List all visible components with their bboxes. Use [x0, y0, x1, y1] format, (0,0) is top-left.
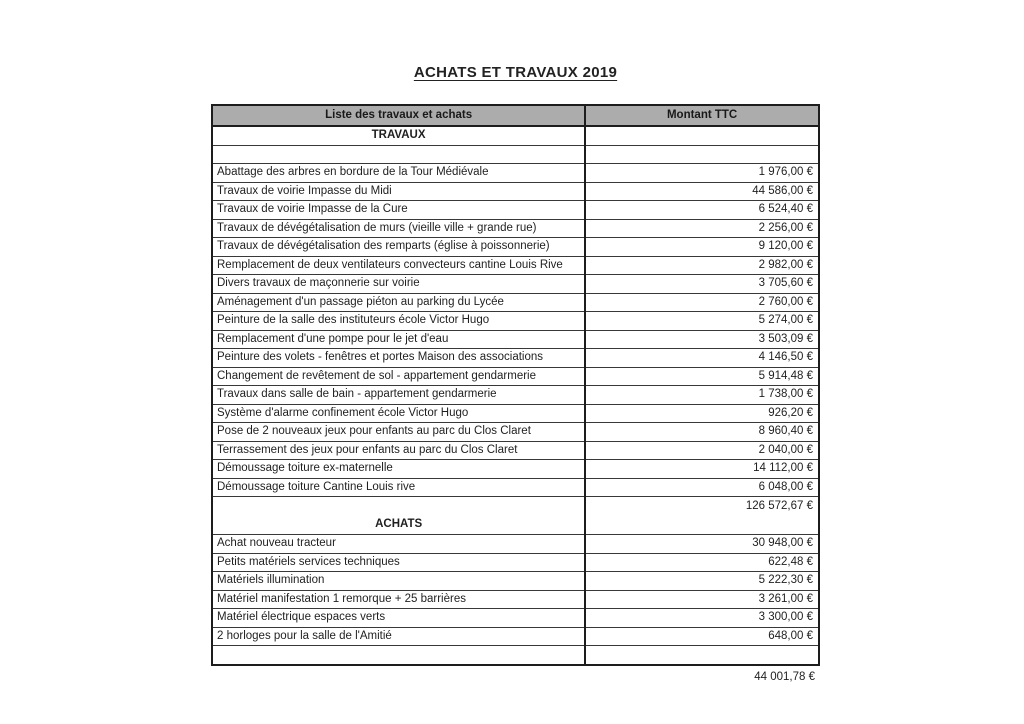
row-label-cell: Achat nouveau tracteur	[212, 535, 585, 554]
row-amount-cell: 5 222,30 €	[585, 572, 819, 591]
table-row	[212, 312, 819, 331]
grand-total: 44 001,78 €	[754, 670, 815, 683]
row-label-cell: Système d'alarme confinement école Victor Hugo	[212, 404, 585, 423]
page-title: ACHATS ET TRAVAUX 2019	[413, 64, 618, 81]
table-row	[212, 256, 819, 275]
row-amount-cell: 648,00 €	[585, 627, 819, 646]
row-label-cell: Terrassement des jeux pour enfants au parc du Clos Claret	[212, 441, 585, 460]
table-row	[212, 367, 819, 386]
row-amount-cell: 6 524,40 €	[585, 201, 819, 220]
row-label-cell: Travaux de dévégétalisation des remparts (église à poissonnerie)	[212, 238, 585, 257]
row-label-cell	[212, 145, 585, 164]
table-row	[212, 478, 819, 497]
row-label-cell: Démoussage toiture ex-maternelle	[212, 460, 585, 479]
row-amount-cell: 44 586,00 €	[585, 182, 819, 201]
row-label-cell: Matériel électrique espaces verts	[212, 609, 585, 628]
row-label-cell: TRAVAUX	[212, 126, 585, 145]
table-row	[212, 590, 819, 609]
row-amount-cell: 30 948,00 €	[585, 535, 819, 554]
row-label-cell: 2 horloges pour la salle de l'Amitié	[212, 627, 585, 646]
table-row	[212, 182, 819, 201]
table-row	[212, 386, 819, 405]
table-header-row	[212, 105, 819, 126]
row-amount-cell: 5 914,48 €	[585, 367, 819, 386]
row-amount-cell: 1 976,00 €	[585, 164, 819, 183]
row-label-cell: Peinture de la salle des instituteurs école Victor Hugo	[212, 312, 585, 331]
row-amount-cell: 126 572,67 €	[585, 497, 819, 535]
table-row	[212, 201, 819, 220]
row-label-cell: Matériels illumination	[212, 572, 585, 591]
achats-travaux-table	[211, 104, 820, 666]
row-label-cell: Matériel manifestation 1 remorque + 25 barrières	[212, 590, 585, 609]
row-amount-cell: 1 738,00 €	[585, 386, 819, 405]
row-amount-cell: 4 146,50 €	[585, 349, 819, 368]
row-label-cell: ACHATS	[212, 497, 585, 535]
row-amount-cell: 14 112,00 €	[585, 460, 819, 479]
row-label-cell: Changement de revêtement de sol - appartement gendarmerie	[212, 367, 585, 386]
row-amount-cell: 6 048,00 €	[585, 478, 819, 497]
table-row	[212, 609, 819, 628]
row-amount-cell: 3 503,09 €	[585, 330, 819, 349]
table-row	[212, 627, 819, 646]
subtotal-section-row	[212, 497, 819, 535]
row-amount-cell: 2 982,00 €	[585, 256, 819, 275]
row-amount-cell: 2 760,00 €	[585, 293, 819, 312]
row-amount-cell: 3 261,00 €	[585, 590, 819, 609]
row-amount-cell: 926,20 €	[585, 404, 819, 423]
table-row	[212, 219, 819, 238]
row-amount-cell: 5 274,00 €	[585, 312, 819, 331]
row-amount-cell: 8 960,40 €	[585, 423, 819, 442]
row-label-cell: Aménagement d'un passage piéton au parking du Lycée	[212, 293, 585, 312]
column-header-liste: Liste des travaux et achats	[212, 105, 585, 126]
table-row	[212, 164, 819, 183]
row-label-cell: Travaux de voirie Impasse du Midi	[212, 182, 585, 201]
row-amount-cell: 3 705,60 €	[585, 275, 819, 294]
table-body	[212, 126, 819, 665]
table-row	[212, 238, 819, 257]
table-row	[212, 423, 819, 442]
row-label-cell: Remplacement d'une pompe pour le jet d'eau	[212, 330, 585, 349]
table-row	[212, 572, 819, 591]
table-row	[212, 349, 819, 368]
row-label-cell: Travaux de voirie Impasse de la Cure	[212, 201, 585, 220]
row-label-cell: Travaux dans salle de bain - appartement gendarmerie	[212, 386, 585, 405]
table-row	[212, 553, 819, 572]
blank-row	[212, 145, 819, 164]
row-label-cell	[212, 646, 585, 665]
row-label-cell: Pose de 2 nouveaux jeux pour enfants au parc du Clos Claret	[212, 423, 585, 442]
row-amount-cell	[585, 126, 819, 145]
table-row	[212, 404, 819, 423]
table-row	[212, 275, 819, 294]
row-amount-cell: 2 256,00 €	[585, 219, 819, 238]
row-label-cell: Travaux de dévégétalisation de murs (vieille ville + grande rue)	[212, 219, 585, 238]
column-header-montant: Montant TTC	[585, 105, 819, 126]
table-row	[212, 441, 819, 460]
row-amount-cell	[585, 145, 819, 164]
row-label-cell: Peinture des volets - fenêtres et portes Maison des associations	[212, 349, 585, 368]
row-amount-cell: 622,48 €	[585, 553, 819, 572]
table-row	[212, 535, 819, 554]
row-label-cell: Divers travaux de maçonnerie sur voirie	[212, 275, 585, 294]
blank-row	[212, 646, 819, 665]
section-header-row	[212, 126, 819, 145]
row-amount-cell: 3 300,00 €	[585, 609, 819, 628]
row-label-cell: Remplacement de deux ventilateurs convecteurs cantine Louis Rive	[212, 256, 585, 275]
row-label-cell: Abattage des arbres en bordure de la Tour Médiévale	[212, 164, 585, 183]
table-row	[212, 330, 819, 349]
table-row	[212, 460, 819, 479]
row-label-cell: Démoussage toiture Cantine Louis rive	[212, 478, 585, 497]
table-row	[212, 293, 819, 312]
row-amount-cell: 2 040,00 €	[585, 441, 819, 460]
row-label-cell: Petits matériels services techniques	[212, 553, 585, 572]
row-amount-cell	[585, 646, 819, 665]
table-container	[211, 104, 820, 683]
row-amount-cell: 9 120,00 €	[585, 238, 819, 257]
